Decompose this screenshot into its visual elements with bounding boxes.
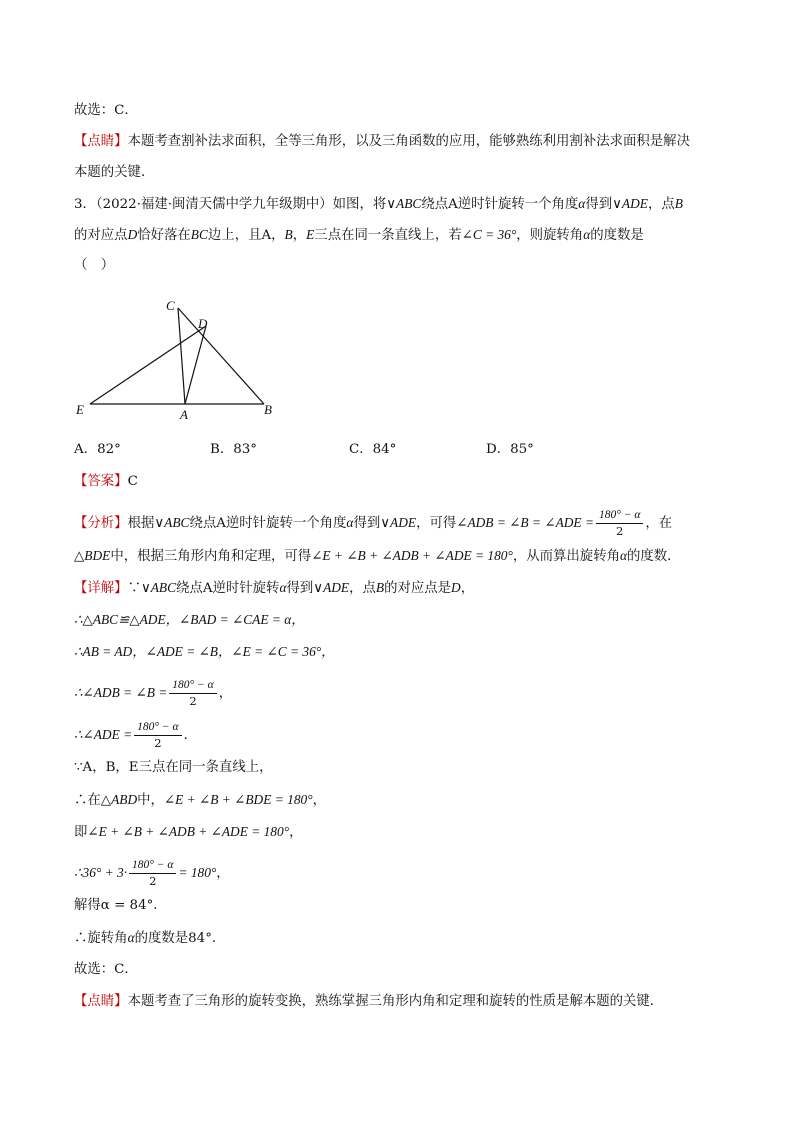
detail-step-7: ∴在△ABD中，∠E + ∠B + ∠BDE = 180°， (74, 792, 326, 808)
comment: 【点睛】本题考查了三角形的旋转变换，熟练掌握三角形内角和定理和旋转的性质是解本题的关键． (74, 994, 664, 1009)
label-E: E (76, 402, 84, 417)
prev-comment-cont: 本题的关键． (74, 165, 155, 180)
detail-step-4: ∴∠ADB = ∠B = $\frac{180^\circ - \alpha}{2}$ ， (74, 679, 233, 708)
detail-step-8: 即∠E + ∠B + ∠ADB + ∠ADE = 180°， (74, 824, 303, 840)
answer-value: C (127, 474, 138, 489)
comment-tag: 【点睛】 (74, 134, 128, 149)
prev-comment: 【点睛】本题考查割补法求面积，全等三角形，以及三角函数的应用，能够熟练利用割补法求面积是解决 (74, 134, 690, 149)
question-3: 3．（2022·福建·闽清天儒中学九年级期中）如图，将∨ABC绕点A逆时针旋转一个角度α得到∨ADE，点B (74, 196, 683, 212)
detail-tag: 【详解】 (74, 581, 128, 596)
label-A: A (180, 407, 188, 422)
segment-CB (178, 308, 264, 404)
final-choice: 故选：C． (74, 962, 138, 977)
answer-tag: 【答案】 (74, 474, 128, 489)
detail-step-11: ∴旋转角α的度数是84°． (74, 930, 226, 946)
label-D: D (198, 316, 208, 331)
answer-paren: （ ） (74, 258, 115, 273)
detail-step-3: ∴AB = AD，∠ADE = ∠B，∠E = ∠C = 36°， (74, 644, 335, 659)
comment-tag: 【点睛】 (74, 994, 128, 1009)
detail-step-10: 解得α = 84°． (74, 898, 167, 913)
prev-answer-line: 故选：C． (74, 103, 138, 118)
label-B: B (264, 402, 272, 417)
analysis: 【分析】根据∨ABC绕点A逆时针旋转一个角度α得到∨ADE，可得∠ADB = ∠B = ∠ADE = $\frac{180^\circ - \alpha}{2}$ ，在 (74, 509, 673, 538)
label-C: C (166, 298, 175, 313)
option-b: B．83° (210, 442, 257, 457)
option-d: D．85° (486, 442, 534, 457)
option-c: C．84° (349, 442, 397, 457)
fraction: $\frac{180^\circ - \alpha}{2}$ (596, 508, 643, 539)
detail: 【详解】∵∨ABC绕点A逆时针旋转α得到∨ADE，点B的对应点是D， (74, 580, 475, 596)
question-3-cont: 的对应点D恰好落在BC边上，且A，B，E三点在同一条直线上，若∠C = 36°，则旋转角α的度数是 (74, 227, 644, 243)
analysis-tag: 【分析】 (74, 516, 128, 531)
analysis-cont: △BDE中，根据三角形内角和定理，可得∠E + ∠B + ∠ADB + ∠ADE = 180°，从而算出旋转角α的度数． (74, 548, 681, 564)
detail-step-6: ∵A，B，E三点在同一条直线上， (74, 760, 273, 775)
detail-step-2: ∴△ABC≌△ADE，∠BAD = ∠CAE = α， (74, 612, 305, 627)
option-a: A．82° (74, 442, 121, 457)
detail-step-9: ∴36° + 3· $\frac{180^\circ - \alpha}{2}$ = 180°， (74, 859, 230, 888)
answer (74, 472, 724, 492)
segment-CA (178, 308, 185, 404)
detail-step-5: ∴∠ADE = $\frac{180^\circ - \alpha}{2}$ ． (74, 721, 197, 750)
triangle-figure (74, 292, 304, 427)
